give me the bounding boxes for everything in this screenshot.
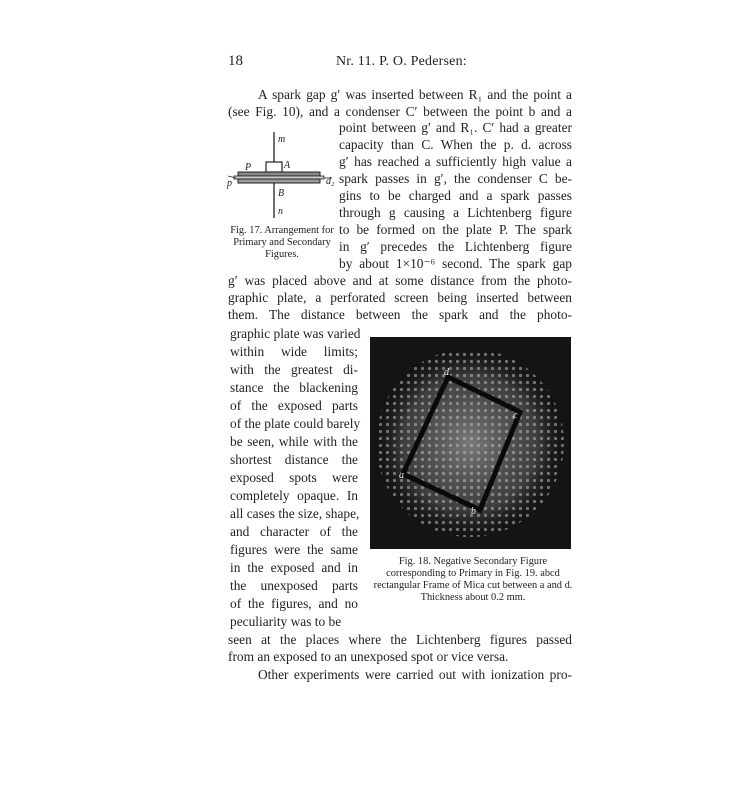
page-number: 18 (228, 53, 243, 69)
figure-18-drawing (370, 337, 571, 549)
text-line: them. The distance between the spark and the photo- (228, 307, 572, 322)
label-d: d₂ (326, 176, 335, 187)
figure-17-diagram (228, 128, 340, 220)
text-line: of the exposed parts (230, 398, 358, 413)
text-line: peculiarity was to be (230, 614, 342, 629)
label-m: m (278, 134, 286, 145)
text-line: be seen, while with the (230, 434, 358, 449)
photo-label-c: c (513, 410, 518, 421)
text-line: figures were the same (230, 542, 358, 557)
text-line: exposed spots were (230, 470, 358, 485)
text-line: spark passes in g′, the condenser C be- (339, 171, 572, 186)
text-line: the unexposed parts (230, 578, 358, 593)
text-line: (see Fig. 10), and a condenser C′ between the point b and a (228, 104, 572, 119)
running-header: Nr. 11. P. O. Pedersen: (336, 54, 467, 69)
photo-label-b: b (471, 506, 476, 517)
text-line: seen at the places where the Lichtenberg figures passed (228, 632, 572, 647)
text-line: of the plate could barely (230, 416, 361, 431)
electrode-a-block (266, 162, 282, 172)
label-n: n (278, 206, 283, 217)
text-line: stance the blackening (230, 380, 358, 395)
photo-label-a: a (399, 470, 404, 481)
figure-18-photo (370, 337, 571, 549)
text-line: g′ has reached a sufficiently high value a (339, 154, 572, 169)
text-line: through g causing a Lichtenberg figure (339, 205, 572, 220)
text-line: from an exposed to an unexposed spot or vice versa. (228, 649, 509, 664)
text-line: graphic plate was varied (230, 326, 361, 341)
text-line: in the exposed and in (230, 560, 358, 575)
label-P: P (245, 162, 252, 173)
figure-17-caption: Fig. 17. Arrangement for Primary and Secondary Figures. (230, 225, 334, 260)
label-A: A (284, 160, 291, 171)
text-line: gins to be charged and a spark passes (339, 188, 572, 203)
text-line: all cases the size, shape, (230, 506, 360, 521)
text-line: capacity than C. When the p. d. across (339, 137, 572, 152)
label-B: B (278, 188, 285, 199)
text-line: in g′ precedes the Lichtenberg figure (339, 239, 572, 254)
text-line: A spark gap g′ was inserted between R₁ and the point a (258, 87, 572, 102)
text-line: shortest distance the (230, 452, 358, 467)
text-line: within wide limits; (230, 344, 358, 359)
text-line: g′ was placed above and at some distance from the photo- (228, 273, 572, 288)
text-line: completely opaque. In (230, 488, 358, 503)
text-line: point between g′ and R₁. C′ had a greater (339, 120, 572, 135)
text-line: to be formed on the plate P. The spark (339, 222, 572, 237)
text-line: Other experiments were carried out with ionization pro- (258, 667, 572, 682)
text-line: with the greatest di- (230, 362, 358, 377)
label-p: p (227, 178, 232, 189)
photo-label-d: d (444, 367, 449, 378)
plate-lower (238, 179, 320, 183)
text-line: graphic plate, a perforated screen being inserted between (228, 290, 572, 305)
figure-18-caption: Fig. 18. Negative Secondary Figure corresponding to Primary in Fig. 19. abcd rectangular Frame of Mica cut between a and d. Thickness about 0.2 mm. (373, 556, 573, 603)
text-line: by about 1×10⁻⁶ second. The spark gap (339, 256, 572, 271)
text-line: and character of the (230, 524, 358, 539)
text-line: of the figures, and no (230, 596, 358, 611)
